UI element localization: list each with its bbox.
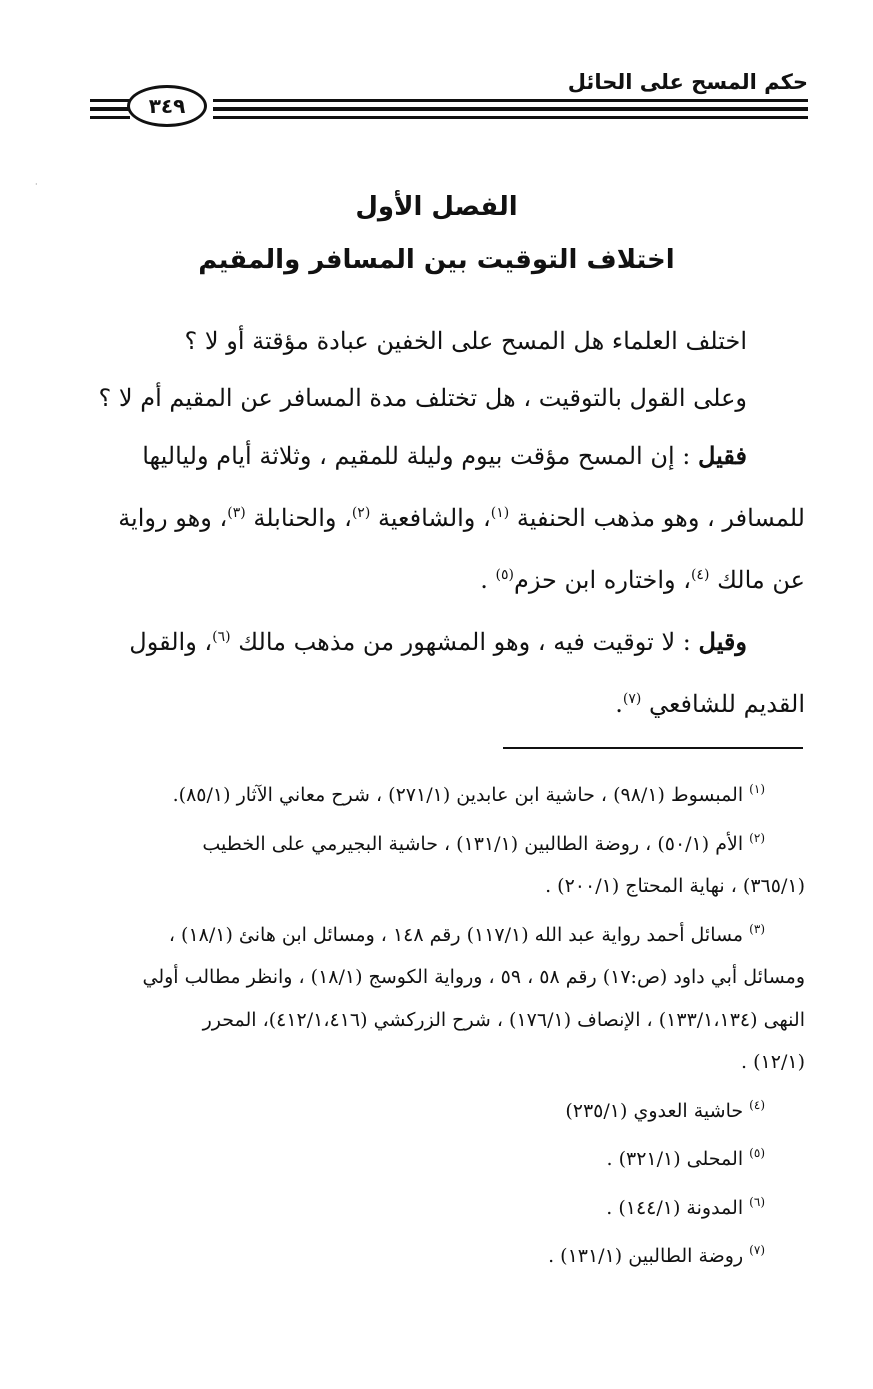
footnote: $^{(٣)}$ مسائل أحمد رواية عبد الله (١١٧/١) رقم ١٤٨ ، ومسائل ابن هانئ (١٨/١) ،: [168, 921, 765, 946]
chapter-title: الفصل الأول: [355, 192, 518, 222]
body-line: وقيل : لا توقيت فيه ، وهو المشهور من مذهب مالك $^{(٦)}$، والقول: [129, 627, 747, 656]
page-number-text: ٣٤٩: [148, 94, 186, 118]
footnote-ref[interactable]: (١): [490, 505, 510, 521]
header-rule: [90, 99, 130, 102]
body-line: عن مالك $^{(٤)}$، واختاره ابن حزم$^{(٥)}$ .: [480, 566, 805, 594]
footnote: $^{(١)}$ المبسوط (٩٨/١) ، حاشية ابن عابدين (٢٧١/١) ، شرح معاني الآثار (٨٥/١).: [172, 782, 765, 806]
body-line: القديم للشافعي $^{(٧)}$.: [615, 690, 805, 718]
lead-word: فقيل: [697, 441, 747, 470]
footnote-number: (٦): [749, 1194, 765, 1209]
body-line: اختلف العلماء هل المسح على الخفين عبادة مؤقتة أو لا ؟: [184, 327, 747, 355]
header-rule: [213, 116, 808, 119]
body-line: فقيل : إن المسح مؤقت بيوم وليلة للمقيم ، وثلاثة أيام ولياليها: [142, 441, 747, 470]
header-rule: [90, 116, 130, 119]
body-text: [85, 313, 805, 733]
chapter-subtitle: اختلاف التوقيت بين المسافر والمقيم: [198, 245, 675, 275]
footnote-separator: [503, 747, 803, 749]
lead-word: وقيل: [698, 627, 747, 656]
footnote: $^{(٧)}$ روضة الطالبين (١٣١/١) .: [548, 1243, 765, 1267]
footnote-number: (١): [749, 782, 765, 796]
footnote-ref[interactable]: (٥): [495, 567, 514, 583]
footnotes: [80, 768, 805, 1278]
body-line: للمسافر ، وهو مذهب الحنفية $^{(١)}$، والشافعية $^{(٢)}$، والحنابلة $^{(٣)}$، وهو رواية: [118, 504, 805, 532]
scan-speck: ·: [35, 180, 38, 189]
footnote: $^{(٥)}$ المحلى (٣٢١/١) .: [606, 1146, 765, 1170]
footnote-number: (٥): [749, 1146, 765, 1160]
footnote-number: (٢): [749, 830, 765, 845]
page-number: [127, 85, 207, 127]
footnote: $^{(٢)}$ الأم (٥٠/١) ، روضة الطالبين (١٣١/١) ، حاشية البجيرمي على الخطيب: [202, 830, 765, 855]
footnote-continuation: (٣٦٥/١) ، نهاية المحتاج (٢٠٠/١) .: [545, 875, 805, 897]
footnote-continuation: ومسائل أبي داود (ص:١٧) رقم ٥٨ ، ٥٩ ، ورواية الكوسج (١٨/١) ، وانظر مطالب أولي: [142, 966, 805, 988]
header-rule: [213, 107, 808, 111]
footnote: $^{(٤)}$ حاشية العدوي (٢٣٥/١): [565, 1097, 765, 1122]
footnote-number: (٣): [749, 921, 765, 936]
footnote-continuation: النهى (١٣٣/١،١٣٤) ، الإنصاف (١٧٦/١) ، شرح الزركشي (٤١٢/١،٤١٦)، المحرر: [202, 1008, 805, 1031]
header-rule: [213, 99, 808, 102]
footnote-continuation: (١٢/١) .: [741, 1051, 805, 1073]
footnote: $^{(٦)}$ المدونة (١٤٤/١) .: [606, 1194, 765, 1219]
footnote-ref[interactable]: (٢): [351, 505, 371, 521]
header-rule: [90, 107, 130, 111]
footnote-ref[interactable]: (٤): [690, 567, 710, 583]
running-title: حكم المسح على الحائل: [567, 70, 808, 94]
footnote-ref[interactable]: (٦): [212, 629, 231, 645]
footnote-number: (٧): [749, 1243, 765, 1257]
body-line: وعلى القول بالتوقيت ، هل تختلف مدة المسافر عن المقيم أم لا ؟: [98, 384, 747, 412]
footnote-ref[interactable]: (٣): [227, 505, 246, 521]
footnote-number: (٤): [749, 1097, 765, 1112]
footnote-ref[interactable]: (٧): [622, 691, 642, 707]
